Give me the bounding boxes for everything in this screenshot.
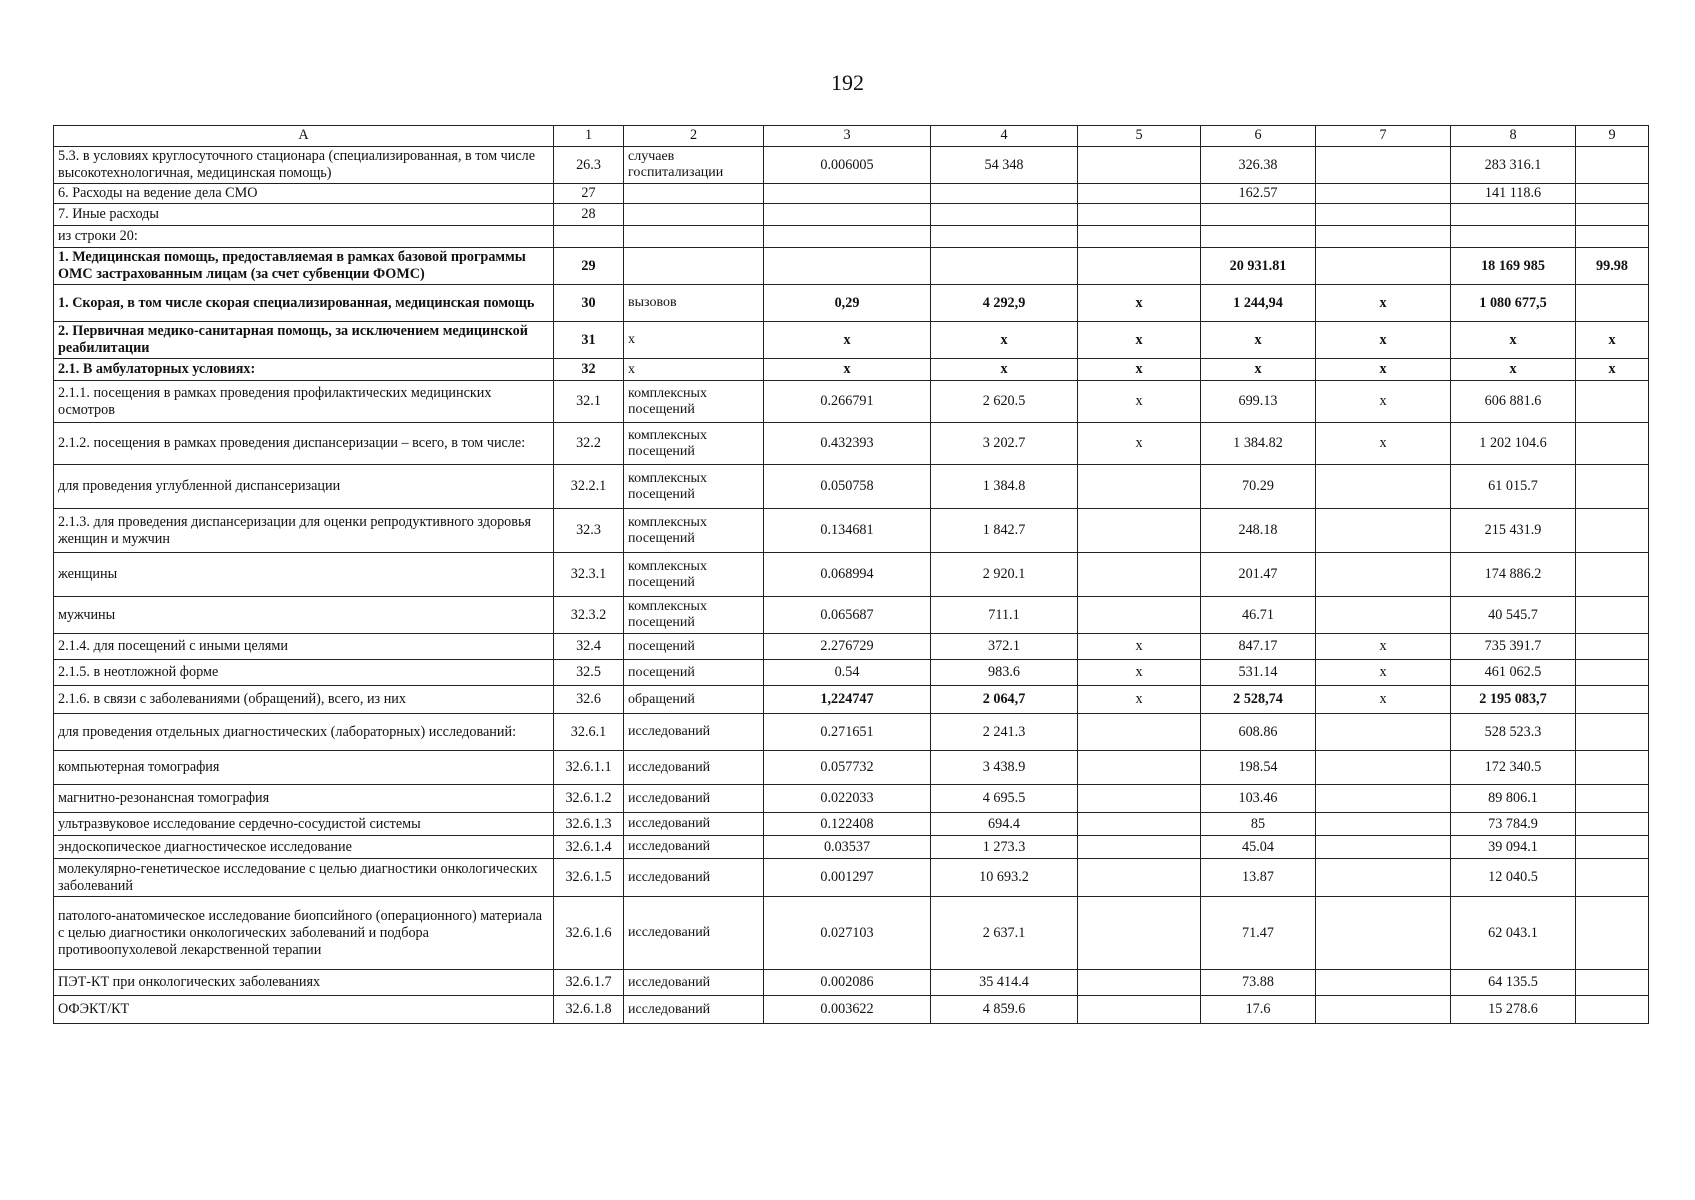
col-3-value: 0.266791 <box>764 381 931 423</box>
col-6-value: 2 528,74 <box>1201 686 1316 714</box>
col-7-value <box>1316 996 1451 1024</box>
row-code: 32.3 <box>554 509 624 553</box>
col-6-value: 162.57 <box>1201 184 1316 204</box>
col-5-value: х <box>1078 285 1201 322</box>
col-6-value: 847.17 <box>1201 634 1316 660</box>
col-6-value: х <box>1201 322 1316 359</box>
col-3-value: 0.002086 <box>764 970 931 996</box>
table-row <box>54 813 1649 836</box>
col-7-value: х <box>1316 686 1451 714</box>
unit <box>624 248 764 285</box>
table-row <box>54 897 1649 970</box>
col-5-value <box>1078 553 1201 597</box>
col-9-value <box>1576 553 1649 597</box>
col-8-value: 12 040.5 <box>1451 859 1576 897</box>
table-row <box>54 859 1649 897</box>
col-7-value <box>1316 813 1451 836</box>
row-code: 32.6.1.2 <box>554 785 624 813</box>
unit: комплексных посещений <box>624 381 764 423</box>
col-3-value <box>764 204 931 226</box>
col-5-value <box>1078 184 1201 204</box>
col-3-value: 0.271651 <box>764 714 931 751</box>
row-code: 28 <box>554 204 624 226</box>
col-7-value: х <box>1316 660 1451 686</box>
col-9-value <box>1576 634 1649 660</box>
col-9-value <box>1576 751 1649 785</box>
unit: обращений <box>624 686 764 714</box>
col-8-value: 40 545.7 <box>1451 597 1576 634</box>
row-name: ПЭТ-КТ при онкологических заболеваниях <box>54 970 554 996</box>
col-8-value: 606 881.6 <box>1451 381 1576 423</box>
table-row <box>54 751 1649 785</box>
col-6-value: 1 384.82 <box>1201 423 1316 465</box>
col-6-value: х <box>1201 359 1316 381</box>
col-8-value: х <box>1451 359 1576 381</box>
col-5-value <box>1078 970 1201 996</box>
col-4-value: 1 842.7 <box>931 509 1078 553</box>
col-6-value: 17.6 <box>1201 996 1316 1024</box>
unit: комплексных посещений <box>624 509 764 553</box>
col-6-value <box>1201 226 1316 248</box>
row-name: из строки 20: <box>54 226 554 248</box>
col-8-value: 62 043.1 <box>1451 897 1576 970</box>
col-3-value: 0.122408 <box>764 813 931 836</box>
unit: случаев госпитализации <box>624 147 764 184</box>
row-name: 2.1. В амбулаторных условиях: <box>54 359 554 381</box>
col-4-value: 2 920.1 <box>931 553 1078 597</box>
table-row <box>54 226 1649 248</box>
col-3-value: х <box>764 359 931 381</box>
col-7-value <box>1316 597 1451 634</box>
col-3-value: 0.057732 <box>764 751 931 785</box>
col-5-value: х <box>1078 322 1201 359</box>
column-header-6: 6 <box>1201 126 1316 147</box>
row-name: 5.3. в условиях круглосуточного стационара (специализированная, в том числе высокотехнологичная, медицинская помощь) <box>54 147 554 184</box>
unit: вызовов <box>624 285 764 322</box>
col-8-value: 61 015.7 <box>1451 465 1576 509</box>
col-6-value: 70.29 <box>1201 465 1316 509</box>
col-6-value: 1 244,94 <box>1201 285 1316 322</box>
col-9-value <box>1576 423 1649 465</box>
col-9-value <box>1576 285 1649 322</box>
unit: х <box>624 322 764 359</box>
col-5-value <box>1078 897 1201 970</box>
unit <box>624 226 764 248</box>
col-9-value <box>1576 836 1649 859</box>
table-row <box>54 509 1649 553</box>
unit: х <box>624 359 764 381</box>
row-code: 32.2.1 <box>554 465 624 509</box>
table-row <box>54 359 1649 381</box>
col-4-value: 4 859.6 <box>931 996 1078 1024</box>
table-row <box>54 381 1649 423</box>
col-9-value <box>1576 597 1649 634</box>
row-name: 2. Первичная медико-санитарная помощь, за исключением медицинской реабилитации <box>54 322 554 359</box>
col-7-value <box>1316 714 1451 751</box>
col-4-value <box>931 184 1078 204</box>
col-6-value: 45.04 <box>1201 836 1316 859</box>
col-8-value: 39 094.1 <box>1451 836 1576 859</box>
table-row <box>54 423 1649 465</box>
table-row <box>54 714 1649 751</box>
col-7-value <box>1316 465 1451 509</box>
col-7-value: х <box>1316 423 1451 465</box>
col-7-value <box>1316 553 1451 597</box>
unit: исследований <box>624 970 764 996</box>
row-name: 2.1.2. посещения в рамках проведения диспансеризации – всего, в том числе: <box>54 423 554 465</box>
col-7-value: х <box>1316 322 1451 359</box>
col-3-value <box>764 248 931 285</box>
row-name: патолого-анатомическое исследование биопсийного (операционного) материала с целью диагностики онкологических заболеваний и подбора противоопухолевой лекарственной терапии <box>54 897 554 970</box>
col-5-value: х <box>1078 660 1201 686</box>
col-9-value <box>1576 897 1649 970</box>
col-8-value: 15 278.6 <box>1451 996 1576 1024</box>
column-header-1: 1 <box>554 126 624 147</box>
col-9-value <box>1576 785 1649 813</box>
col-3-value: 0.006005 <box>764 147 931 184</box>
col-9-value <box>1576 465 1649 509</box>
table-row <box>54 322 1649 359</box>
col-8-value: х <box>1451 322 1576 359</box>
unit: комплексных посещений <box>624 553 764 597</box>
row-code: 31 <box>554 322 624 359</box>
row-name: ультразвуковое исследование сердечно-сосудистой системы <box>54 813 554 836</box>
table-row <box>54 634 1649 660</box>
unit: посещений <box>624 660 764 686</box>
col-7-value <box>1316 226 1451 248</box>
data-table <box>53 125 1649 1024</box>
row-name: магнитно-резонансная томография <box>54 785 554 813</box>
row-name: 6. Расходы на ведение дела СМО <box>54 184 554 204</box>
header-row <box>54 126 1649 147</box>
col-3-value <box>764 184 931 204</box>
unit <box>624 204 764 226</box>
column-header-9: 9 <box>1576 126 1649 147</box>
row-name: 1. Скорая, в том числе скорая специализированная, медицинская помощь <box>54 285 554 322</box>
column-header-8: 8 <box>1451 126 1576 147</box>
row-name: женщины <box>54 553 554 597</box>
row-code: 32 <box>554 359 624 381</box>
col-6-value: 699.13 <box>1201 381 1316 423</box>
col-4-value: 4 695.5 <box>931 785 1078 813</box>
row-code: 32.5 <box>554 660 624 686</box>
table-row <box>54 285 1649 322</box>
row-name: компьютерная томография <box>54 751 554 785</box>
table-row <box>54 785 1649 813</box>
row-code: 32.1 <box>554 381 624 423</box>
row-code: 32.6.1.1 <box>554 751 624 785</box>
col-8-value: 73 784.9 <box>1451 813 1576 836</box>
row-code: 29 <box>554 248 624 285</box>
col-8-value: 172 340.5 <box>1451 751 1576 785</box>
col-4-value <box>931 248 1078 285</box>
col-9-value <box>1576 204 1649 226</box>
col-9-value: х <box>1576 359 1649 381</box>
col-6-value: 326.38 <box>1201 147 1316 184</box>
table-row <box>54 147 1649 184</box>
col-4-value: 711.1 <box>931 597 1078 634</box>
col-6-value: 85 <box>1201 813 1316 836</box>
col-8-value: 89 806.1 <box>1451 785 1576 813</box>
col-4-value: 3 438.9 <box>931 751 1078 785</box>
table-row <box>54 970 1649 996</box>
col-7-value <box>1316 785 1451 813</box>
col-5-value <box>1078 785 1201 813</box>
row-code: 32.6.1.4 <box>554 836 624 859</box>
col-3-value: х <box>764 322 931 359</box>
unit: исследований <box>624 836 764 859</box>
col-8-value: 141 118.6 <box>1451 184 1576 204</box>
unit: исследований <box>624 897 764 970</box>
col-9-value <box>1576 996 1649 1024</box>
col-5-value <box>1078 147 1201 184</box>
unit: комплексных посещений <box>624 423 764 465</box>
col-9-value <box>1576 970 1649 996</box>
col-8-value: 1 080 677,5 <box>1451 285 1576 322</box>
col-6-value: 103.46 <box>1201 785 1316 813</box>
col-9-value <box>1576 184 1649 204</box>
col-3-value: 0.003622 <box>764 996 931 1024</box>
col-6-value: 608.86 <box>1201 714 1316 751</box>
col-7-value <box>1316 897 1451 970</box>
col-4-value: 2 241.3 <box>931 714 1078 751</box>
col-6-value: 13.87 <box>1201 859 1316 897</box>
col-7-value <box>1316 836 1451 859</box>
col-7-value: х <box>1316 285 1451 322</box>
row-name: молекулярно-генетическое исследование с целью диагностики онкологических заболеваний <box>54 859 554 897</box>
col-5-value <box>1078 597 1201 634</box>
row-code: 32.6.1.7 <box>554 970 624 996</box>
table-row <box>54 836 1649 859</box>
col-7-value <box>1316 147 1451 184</box>
row-code: 32.6.1.5 <box>554 859 624 897</box>
unit: исследований <box>624 785 764 813</box>
col-3-value: 0.001297 <box>764 859 931 897</box>
col-5-value: х <box>1078 686 1201 714</box>
row-code: 32.6.1.3 <box>554 813 624 836</box>
row-code: 32.3.2 <box>554 597 624 634</box>
row-code: 32.2 <box>554 423 624 465</box>
col-8-value: 174 886.2 <box>1451 553 1576 597</box>
col-5-value <box>1078 248 1201 285</box>
row-code: 32.6.1 <box>554 714 624 751</box>
col-3-value: 0.03537 <box>764 836 931 859</box>
row-code: 32.6.1.6 <box>554 897 624 970</box>
col-4-value: 2 637.1 <box>931 897 1078 970</box>
col-9-value: х <box>1576 322 1649 359</box>
column-header-3: 3 <box>764 126 931 147</box>
unit: исследований <box>624 813 764 836</box>
col-9-value <box>1576 686 1649 714</box>
unit: посещений <box>624 634 764 660</box>
col-8-value: 18 169 985 <box>1451 248 1576 285</box>
row-name: мужчины <box>54 597 554 634</box>
col-4-value <box>931 226 1078 248</box>
table-row <box>54 686 1649 714</box>
column-header-7: 7 <box>1316 126 1451 147</box>
col-8-value: 1 202 104.6 <box>1451 423 1576 465</box>
row-name: для проведения углубленной диспансеризации <box>54 465 554 509</box>
col-3-value: 0.54 <box>764 660 931 686</box>
row-code: 30 <box>554 285 624 322</box>
col-3-value: 0.432393 <box>764 423 931 465</box>
table-row <box>54 204 1649 226</box>
col-3-value: 0.027103 <box>764 897 931 970</box>
table-row <box>54 597 1649 634</box>
col-5-value <box>1078 859 1201 897</box>
col-5-value <box>1078 836 1201 859</box>
col-7-value: х <box>1316 634 1451 660</box>
unit: комплексных посещений <box>624 465 764 509</box>
row-name: 2.1.1. посещения в рамках проведения профилактических медицинских осмотров <box>54 381 554 423</box>
col-3-value: 0.022033 <box>764 785 931 813</box>
col-8-value: 735 391.7 <box>1451 634 1576 660</box>
col-4-value: 983.6 <box>931 660 1078 686</box>
unit: исследований <box>624 859 764 897</box>
col-9-value <box>1576 660 1649 686</box>
col-7-value <box>1316 859 1451 897</box>
unit: комплексных посещений <box>624 597 764 634</box>
col-6-value: 531.14 <box>1201 660 1316 686</box>
row-code: 32.6 <box>554 686 624 714</box>
col-4-value: 372.1 <box>931 634 1078 660</box>
col-3-value: 0.050758 <box>764 465 931 509</box>
col-5-value: х <box>1078 381 1201 423</box>
col-7-value <box>1316 248 1451 285</box>
col-4-value: 35 414.4 <box>931 970 1078 996</box>
col-8-value: 215 431.9 <box>1451 509 1576 553</box>
col-5-value <box>1078 204 1201 226</box>
col-6-value: 201.47 <box>1201 553 1316 597</box>
col-5-value: х <box>1078 423 1201 465</box>
row-code: 27 <box>554 184 624 204</box>
col-4-value: 2 620.5 <box>931 381 1078 423</box>
table-row <box>54 660 1649 686</box>
table-row <box>54 465 1649 509</box>
row-code: 32.6.1.8 <box>554 996 624 1024</box>
col-5-value <box>1078 751 1201 785</box>
row-name: 2.1.4. для посещений с иными целями <box>54 634 554 660</box>
row-name: 1. Медицинская помощь, предоставляемая в рамках базовой программы ОМС застрахованным лицам (за счет субвенции ФОМС) <box>54 248 554 285</box>
col-3-value: 0.065687 <box>764 597 931 634</box>
col-8-value: 64 135.5 <box>1451 970 1576 996</box>
column-header-0: А <box>54 126 554 147</box>
col-5-value: х <box>1078 359 1201 381</box>
col-4-value: 1 273.3 <box>931 836 1078 859</box>
col-4-value: 10 693.2 <box>931 859 1078 897</box>
row-name: эндоскопическое диагностическое исследование <box>54 836 554 859</box>
col-7-value <box>1316 204 1451 226</box>
col-3-value: 0.068994 <box>764 553 931 597</box>
col-4-value: 694.4 <box>931 813 1078 836</box>
col-5-value: х <box>1078 634 1201 660</box>
col-6-value: 198.54 <box>1201 751 1316 785</box>
table-row <box>54 184 1649 204</box>
col-3-value: 0.134681 <box>764 509 931 553</box>
col-4-value: 4 292,9 <box>931 285 1078 322</box>
table-row <box>54 248 1649 285</box>
col-5-value <box>1078 813 1201 836</box>
col-9-value <box>1576 859 1649 897</box>
col-3-value: 2.276729 <box>764 634 931 660</box>
unit <box>624 184 764 204</box>
col-9-value <box>1576 226 1649 248</box>
row-code: 32.3.1 <box>554 553 624 597</box>
col-7-value <box>1316 970 1451 996</box>
col-9-value: 99.98 <box>1576 248 1649 285</box>
col-8-value <box>1451 204 1576 226</box>
col-8-value: 528 523.3 <box>1451 714 1576 751</box>
col-9-value <box>1576 509 1649 553</box>
col-5-value <box>1078 714 1201 751</box>
col-8-value <box>1451 226 1576 248</box>
row-name: 2.1.5. в неотложной форме <box>54 660 554 686</box>
col-4-value: 54 348 <box>931 147 1078 184</box>
col-3-value: 1,224747 <box>764 686 931 714</box>
col-6-value: 20 931.81 <box>1201 248 1316 285</box>
row-code: 26.3 <box>554 147 624 184</box>
table-row <box>54 996 1649 1024</box>
col-8-value: 461 062.5 <box>1451 660 1576 686</box>
col-4-value <box>931 204 1078 226</box>
col-5-value <box>1078 996 1201 1024</box>
row-name: 2.1.6. в связи с заболеваниями (обращений), всего, из них <box>54 686 554 714</box>
col-9-value <box>1576 381 1649 423</box>
col-3-value <box>764 226 931 248</box>
row-code: 32.4 <box>554 634 624 660</box>
col-4-value: 1 384.8 <box>931 465 1078 509</box>
col-5-value <box>1078 509 1201 553</box>
col-8-value: 2 195 083,7 <box>1451 686 1576 714</box>
unit: исследований <box>624 751 764 785</box>
col-4-value: х <box>931 359 1078 381</box>
col-9-value <box>1576 714 1649 751</box>
col-6-value: 71.47 <box>1201 897 1316 970</box>
row-name: ОФЭКТ/КТ <box>54 996 554 1024</box>
col-6-value: 248.18 <box>1201 509 1316 553</box>
col-8-value: 283 316.1 <box>1451 147 1576 184</box>
column-header-5: 5 <box>1078 126 1201 147</box>
column-header-4: 4 <box>931 126 1078 147</box>
col-4-value: 2 064,7 <box>931 686 1078 714</box>
row-name: 7. Иные расходы <box>54 204 554 226</box>
column-header-2: 2 <box>624 126 764 147</box>
row-code <box>554 226 624 248</box>
col-9-value <box>1576 147 1649 184</box>
table-row <box>54 553 1649 597</box>
row-name: для проведения отдельных диагностических (лабораторных) исследований: <box>54 714 554 751</box>
col-6-value <box>1201 204 1316 226</box>
col-4-value: х <box>931 322 1078 359</box>
page-number: 192 <box>831 70 864 95</box>
row-name: 2.1.3. для проведения диспансеризации для оценки репродуктивного здоровья женщин и мужчин <box>54 509 554 553</box>
col-7-value: х <box>1316 359 1451 381</box>
col-9-value <box>1576 813 1649 836</box>
col-7-value <box>1316 751 1451 785</box>
col-3-value: 0,29 <box>764 285 931 322</box>
unit: исследований <box>624 996 764 1024</box>
col-4-value: 3 202.7 <box>931 423 1078 465</box>
col-7-value: х <box>1316 381 1451 423</box>
col-5-value <box>1078 226 1201 248</box>
col-5-value <box>1078 465 1201 509</box>
unit: исследований <box>624 714 764 751</box>
col-6-value: 46.71 <box>1201 597 1316 634</box>
col-7-value <box>1316 184 1451 204</box>
col-6-value: 73.88 <box>1201 970 1316 996</box>
col-7-value <box>1316 509 1451 553</box>
